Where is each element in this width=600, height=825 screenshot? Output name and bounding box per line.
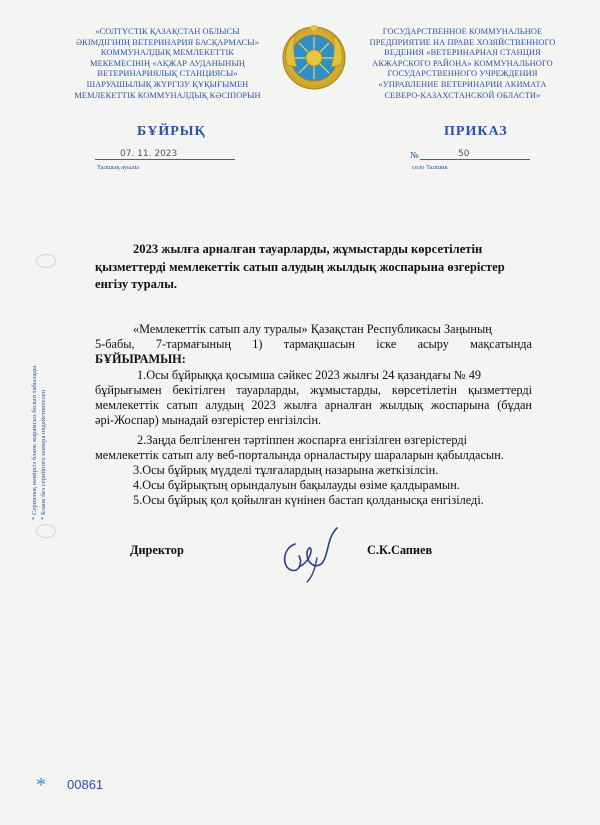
body-line: мемлекеттік сатып алудың 2023 жылға арналған жылдық жоспарына (бұдан	[95, 398, 532, 412]
body-line: 2.Заңда белгіленген тәртіппен жоспарға енгізілген өзгерістерді	[137, 433, 468, 447]
header-left-line: ВЕТЕРИНАРИЯЛЫҚ СТАНЦИЯСЫ»	[97, 69, 238, 79]
header-left-line: ШАРУАШЫЛЫҚ ЖҮРГІЗУ ҚҰҚЫҒЫМЕН	[86, 79, 249, 89]
body-paragraph-4	[95, 463, 532, 478]
handwritten-number: 50	[458, 149, 470, 159]
serial-warning-line: * Бланк без серийного номера недействителен	[40, 389, 47, 520]
header-right-russian	[350, 27, 575, 101]
header-right-line: «УПРАВЛЕНИЕ ВЕТЕРИНАРИИ АКИМАТА	[378, 79, 547, 89]
signature-icon	[277, 522, 345, 586]
title-line: енгізу туралы.	[95, 277, 178, 291]
serial-warning-line: * Сериялық нөмірсіз бланк жарамсыз болып табылады	[31, 365, 38, 520]
punch-hole	[36, 524, 56, 538]
header-left-line: «СОЛТҮСТІК ҚАЗАҚСТАН ОБЛЫСЫ	[95, 27, 240, 36]
header-left-line: ӘКІМДІГІНІҢ ВЕТЕРИНАРИЯ БАСҚАРМАСЫ»	[76, 37, 259, 47]
title-line: қызметтерді мемлекеттік сатып алудың жылдық жоспарына өзгерістер	[95, 259, 505, 274]
body-line: бұйрығымен бекітілген тауарларды, жұмыстарды, көрсетілетін қызметтерді	[95, 383, 532, 397]
body-line: 4.Осы бұйрықтың орындалуын бақылауды өзіме қалдырамын.	[133, 478, 460, 492]
order-word-kazakh: БҰЙРЫҚ	[137, 124, 206, 139]
header-right-line: ГОСУДАРСТВЕННОЕ КОММУНАЛЬНОЕ	[382, 27, 543, 36]
body-paragraph-5	[95, 478, 532, 493]
header-right-line: ПРЕДПРИЯТИЕ НА ПРАВЕ ХОЗЯЙСТВЕННОГО	[369, 37, 556, 47]
body-paragraph-6	[95, 493, 532, 508]
body-paragraph-2	[95, 368, 532, 428]
header-left-kazakh	[55, 27, 280, 101]
signatory-role: Директор	[130, 543, 184, 557]
signatory-name: С.К.Сапиев	[367, 543, 433, 557]
number-line	[420, 159, 530, 160]
punch-hole	[36, 254, 56, 268]
header-left-line: КОММУНАЛДЫҚ МЕМЛЕКЕТТІК	[100, 48, 235, 58]
serial-warning-note	[30, 366, 48, 520]
body-line: «Мемлекеттік сатып алу туралы» Қазақстан Республикасы Заңының	[133, 322, 492, 336]
body-decree-word: БҰЙЫРАМЫН:	[95, 352, 186, 366]
serial-number: 00861	[67, 777, 104, 792]
body-line: әрі-Жоспар) мынадай өзгерістер енгізілсін.	[95, 413, 322, 427]
body-line: мемлекеттік сатып алу веб-порталында орналастыру шараларын қабылдасын.	[95, 448, 504, 462]
order-word-russian: ПРИКАЗ	[444, 124, 508, 139]
header-right-line: СЕВЕРО-КАЗАХСТАНСКОЙ ОБЛАСТИ»	[384, 90, 541, 100]
place-label-russian: село Талшик	[412, 164, 448, 171]
header-left-line: МЕКЕМЕСІНІҢ «АҚЖАР АУДАНЫНЫҢ	[89, 58, 245, 68]
header-right-line: ВЕДЕНИЯ «ВЕТЕРИНАРНАЯ СТАНЦИЯ	[384, 48, 541, 58]
body-line: 3.Осы бұйрық мүдделі тұлғалардың назарына жеткізілсін.	[133, 463, 439, 477]
date-line	[95, 159, 235, 160]
header-left-line: МЕМЛЕКЕТТІК КОММУНАЛДЫҚ КӘСІПОРЫН	[74, 90, 261, 100]
title-line: 2023 жылға арналған тауарларды, жұмыстарды көрсетілетін	[133, 242, 483, 256]
document-title	[95, 241, 525, 294]
serial-asterisk: *	[36, 774, 46, 796]
place-label-kazakh: Талшық ауылы	[97, 164, 139, 171]
handwritten-date: 07. 11. 2023	[120, 149, 178, 159]
header-right-line: ГОСУДАРСТВЕННОГО УЧРЕЖДЕНИЯ	[387, 69, 538, 79]
number-prefix: №	[410, 150, 419, 160]
body-line: 5.Осы бұйрық қол қойылған күнінен бастап қолданысқа енгізіледі.	[133, 493, 484, 507]
body-paragraph-1	[95, 322, 532, 367]
body-paragraph-3	[95, 433, 532, 463]
body-line: 1.Осы бұйрыққа қосымша сәйкес 2023 жылғы 24 қазандағы № 49	[137, 368, 482, 382]
header-right-line: АКЖАРСКОГО РАЙОНА» КОММУНАЛЬНОГО	[372, 58, 553, 68]
body-line: 5-бабы, 7-тармағының 1) тармақшасын іске асыру мақсатында	[95, 337, 532, 351]
state-emblem-icon	[281, 25, 347, 91]
